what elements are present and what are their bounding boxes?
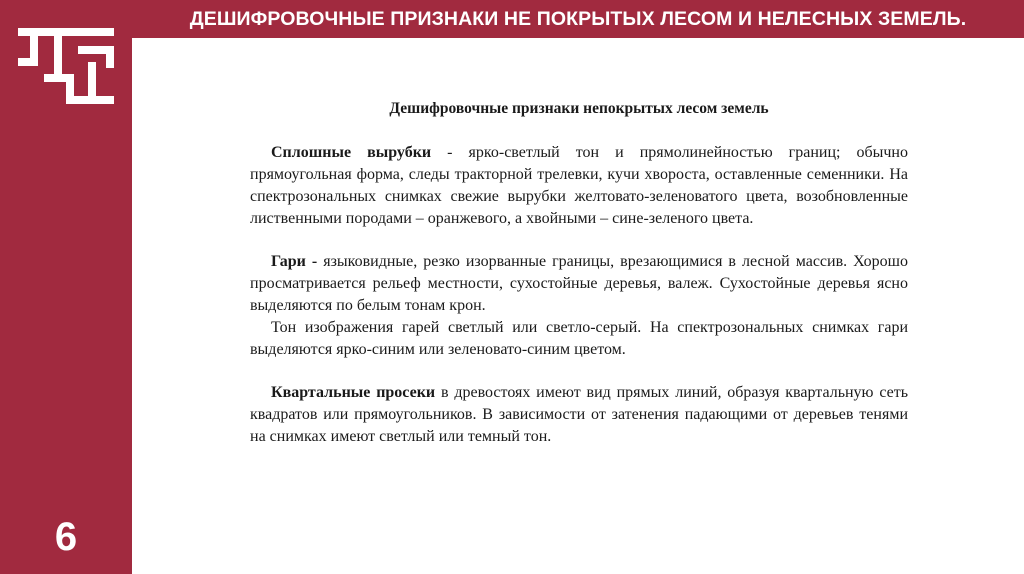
page-number: 6 bbox=[54, 515, 78, 559]
tgtu-logo-icon bbox=[18, 28, 114, 104]
paragraph-gap bbox=[250, 361, 908, 382]
paragraph-gap bbox=[250, 230, 908, 251]
burns-paragraph bbox=[250, 251, 908, 317]
clearcuts-paragraph bbox=[250, 142, 908, 230]
burns-term: Гари - bbox=[271, 253, 318, 270]
burns-text: языковидные, резко изорванные границы, врезающимися в лесной массив. Хорошо просматривается рельеф местности, сухостойные деревья, валеж. Сухостойные деревья ясно выделяются по белым тонам крон. bbox=[250, 253, 908, 314]
clearings-paragraph bbox=[250, 382, 908, 448]
content-body bbox=[250, 98, 908, 448]
content-subtitle: Дешифровочные признаки непокрытых лесом земель bbox=[389, 100, 769, 117]
burns-paragraph-2: Тон изображения гарей светлый или светло-серый. На спектрозональных снимках гари выделяются ярко-синим или зеленовато-синим цветом. bbox=[250, 319, 908, 358]
clearings-term: Квартальные просеки bbox=[271, 384, 436, 401]
clearcuts-term: Сплошные вырубки bbox=[271, 144, 432, 161]
clearings-text: в древостоях имеют вид прямых линий, образуя квартальную сеть квадратов или прямоугольников. В зависимости от затенения падающими от деревьев тенями на снимках имеют светлый или темный тон. bbox=[250, 384, 909, 445]
slide-title: ДЕШИФРОВОЧНЫЕ ПРИЗНАКИ НЕ ПОКРЫТЫХ ЛЕСОМ И НЕЛЕСНЫХ ЗЕМЕЛЬ. bbox=[189, 8, 967, 30]
clearcuts-text: - ярко-светлый тон и прямолинейностью границ; обычно прямоугольная форма, следы тракторной трелевки, кучи хвороста, оставленные семенники. На спектрозональных снимках свежие вырубки желтовато-зеленоватого цвета, возобновленные лиственными породами – оранжевого, а хвойными – сине-зеленого цвета. bbox=[250, 144, 908, 227]
